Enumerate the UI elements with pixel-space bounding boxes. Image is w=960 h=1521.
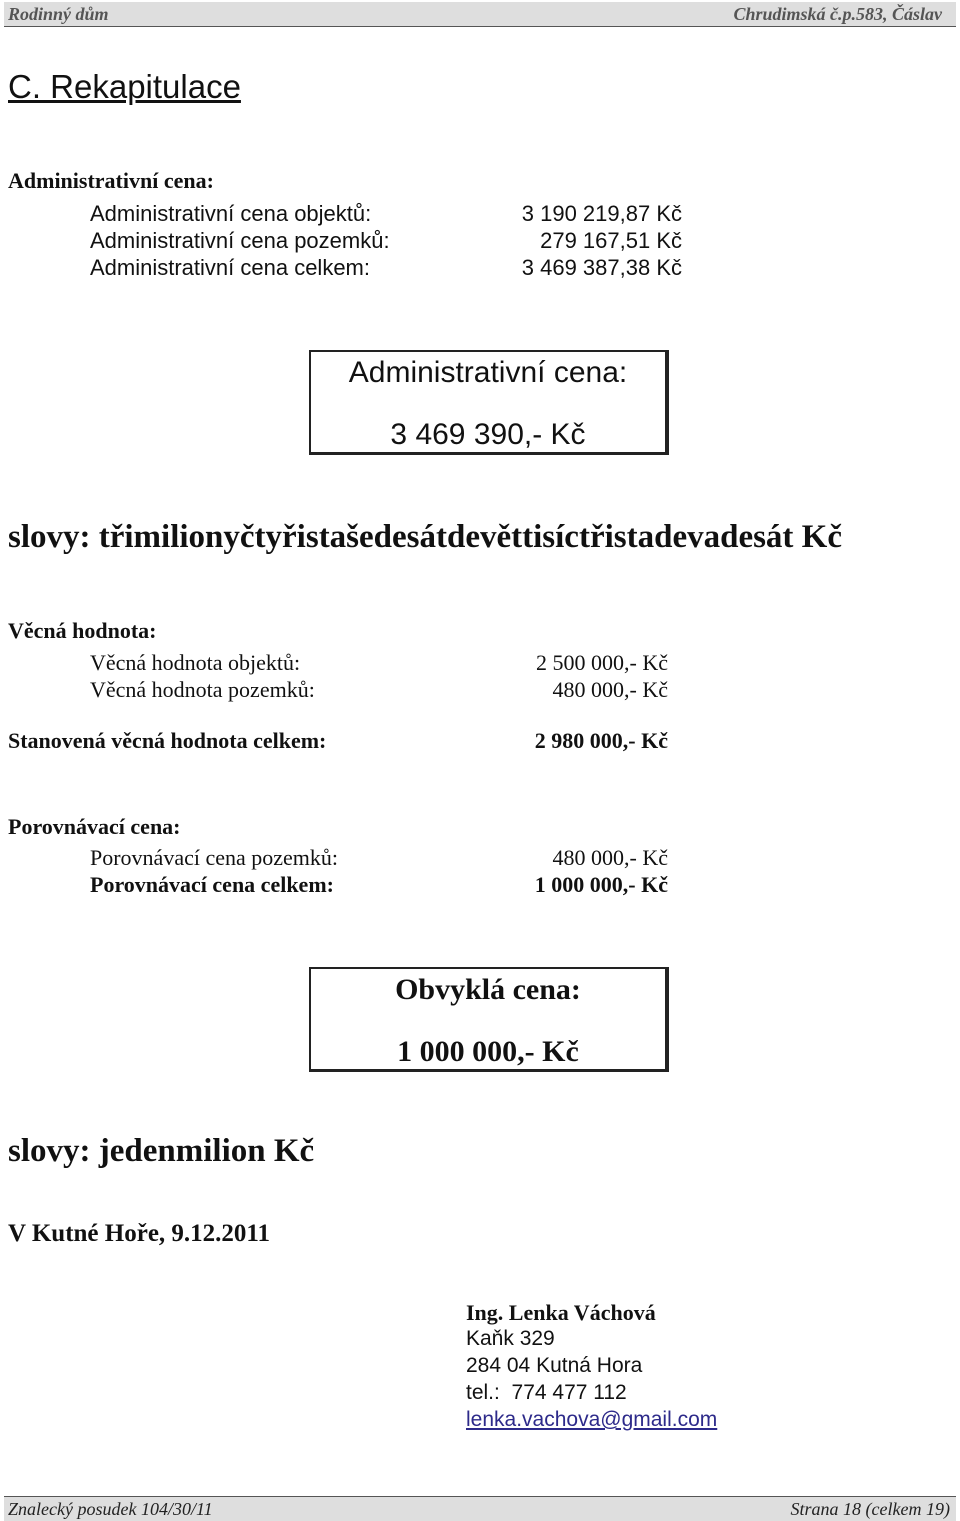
- page-footer: [4, 1496, 956, 1521]
- vecna-total-label: Stanovená věcná hodnota celkem:: [8, 728, 327, 753]
- admin-heading: Administrativní cena:: [8, 168, 214, 193]
- porovnavaci-heading: Porovnávací cena:: [8, 814, 181, 839]
- header-left-text: Rodinný dům: [8, 4, 109, 24]
- vecna-pozemky-label: Věcná hodnota pozemků:: [90, 677, 315, 702]
- admin-pozemky-value: 279 167,51 Kč: [540, 228, 682, 253]
- admin-price-box: [309, 350, 669, 455]
- obvykla-box-label: Obvyklá cena:: [395, 973, 581, 1006]
- author-city: 284 04 Kutná Hora: [466, 1354, 643, 1377]
- page-header: [4, 2, 956, 27]
- footer-right-text: Strana 18 (celkem 19): [790, 1499, 950, 1519]
- author-email-link[interactable]: lenka.vachova@gmail.com: [466, 1408, 718, 1431]
- author-name: Ing. Lenka Váchová: [466, 1300, 656, 1325]
- porovnavaci-pozemky-value: 480 000,- Kč: [552, 845, 668, 870]
- admin-price-in-words: slovy: třimilionyčtyřistašedesátdevěttisíctřistadevadesát Kč: [8, 519, 842, 555]
- obvykla-price-in-words: slovy: jedenmilion Kč: [8, 1133, 315, 1169]
- author-phone: tel.: 774 477 112: [466, 1381, 627, 1404]
- place-and-date: V Kutné Hoře, 9.12.2011: [8, 1220, 271, 1247]
- admin-box-label: Administrativní cena:: [348, 356, 628, 389]
- admin-objekty-label: Administrativní cena objektů:: [90, 201, 372, 226]
- porovnavaci-celkem-value: 1 000 000,- Kč: [534, 872, 668, 897]
- vecna-heading: Věcná hodnota:: [8, 618, 157, 643]
- obvykla-price-box: [309, 967, 669, 1072]
- admin-pozemky-label: Administrativní cena pozemků:: [90, 228, 390, 253]
- admin-box-value: 3 469 390,- Kč: [390, 418, 586, 451]
- porovnavaci-celkem-label: Porovnávací cena celkem:: [90, 872, 334, 897]
- author-street: Kaňk 329: [466, 1327, 555, 1350]
- header-right-text: Chrudimská č.p.583, Čáslav: [733, 4, 942, 24]
- vecna-pozemky-value: 480 000,- Kč: [552, 677, 668, 702]
- page-title: C. Rekapitulace: [8, 68, 241, 105]
- footer-left-text: Znalecký posudek 104/30/11: [8, 1499, 213, 1519]
- admin-objekty-value: 3 190 219,87 Kč: [521, 201, 682, 226]
- porovnavaci-pozemky-label: Porovnávací cena pozemků:: [90, 845, 339, 870]
- vecna-total-value: 2 980 000,- Kč: [534, 728, 668, 753]
- vecna-objekty-label: Věcná hodnota objektů:: [90, 650, 301, 675]
- vecna-objekty-value: 2 500 000,- Kč: [536, 650, 668, 675]
- obvykla-box-value: 1 000 000,- Kč: [397, 1035, 579, 1068]
- admin-celkem-label: Administrativní cena celkem:: [90, 255, 370, 280]
- admin-celkem-value: 3 469 387,38 Kč: [521, 255, 682, 280]
